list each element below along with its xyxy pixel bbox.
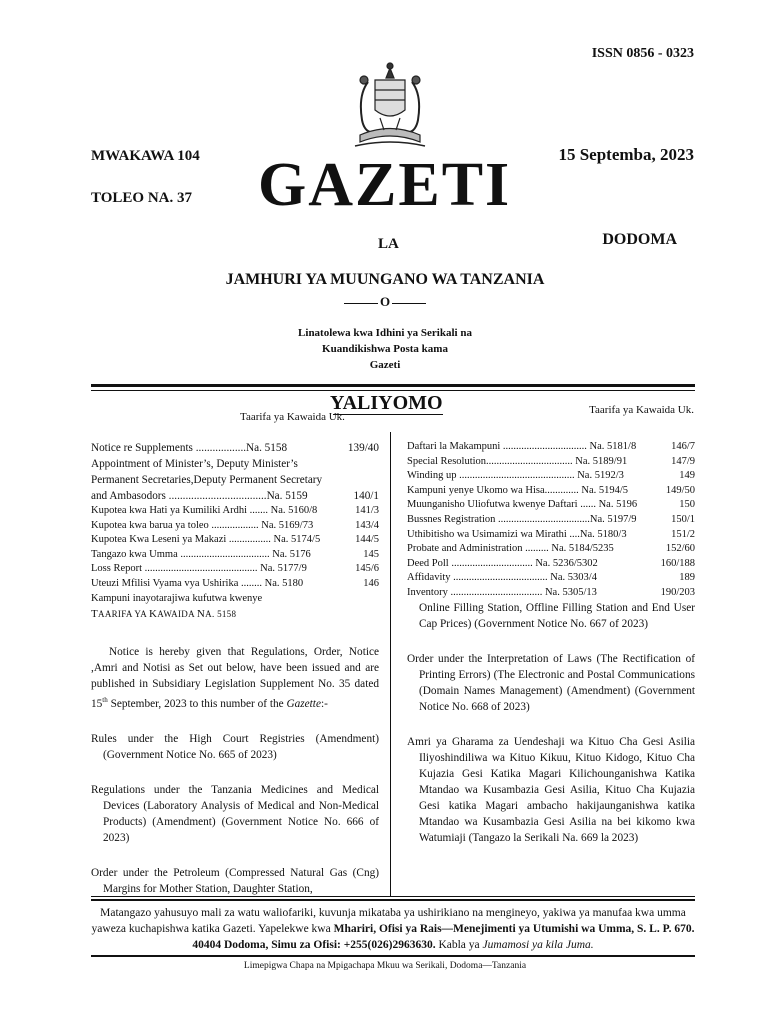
- contents-entry: [91, 504, 379, 519]
- divider: [91, 899, 695, 901]
- city-label: DODOMA: [602, 231, 677, 248]
- contents-entry: [91, 488, 379, 504]
- contents-entry: [407, 557, 695, 572]
- contents-column-header-right: Taarifa ya Kawaida Uk.: [589, 404, 694, 416]
- volume-label: MWAKAWA 104: [91, 148, 200, 164]
- contents-entry-page: 141/3: [355, 505, 379, 516]
- contents-entry-title: Notice re Supplements ..................Na. 5158: [91, 442, 288, 454]
- republic-name: JAMHURI YA MUUNGANO WA TANZANIA: [225, 271, 545, 288]
- heading-underline: [333, 414, 443, 415]
- coat-of-arms-emblem: [340, 60, 440, 152]
- contents-entry-title: Kupotea kwa Hati ya Kumiliki Ardhi ....... Na. 5160/8: [91, 505, 318, 516]
- authority-statement: [0, 325, 770, 373]
- contents-entry: [407, 469, 695, 484]
- contents-entry-page: 149/50: [665, 484, 695, 496]
- separator-glyph: O: [379, 294, 391, 309]
- notice-item: Order under the Petroleum (Compressed Natural Gas (Cng) Margins for Mother Station, Daughter Station,: [91, 866, 379, 895]
- contents-entry-title: Kampuni yenye Ukomo wa Hisa............. Na. 5194/5: [407, 484, 629, 496]
- contents-entry: [407, 440, 695, 455]
- contents-entry-page: 152/60: [665, 543, 695, 555]
- contents-entry-title: and Ambasodors ...................................Na. 5159: [91, 490, 308, 502]
- contents-entry-page: 189: [679, 572, 695, 584]
- contents-entry-title: Loss Report ........................................... Na. 5177/9: [91, 563, 307, 575]
- notice-intro: Notice is hereby given that Regulations, Order, Notice ,Amri and Notisi as Set out below, have been issued and are published in Subsidiary Legislation Supplement No. 35 dated 15th September, 2023 to this number of the Gazette:-: [91, 646, 379, 710]
- contents-entry: [91, 519, 379, 534]
- contents-entry-page: 146/7: [671, 441, 695, 452]
- contents-list-right: [407, 440, 695, 601]
- issue-number: TOLEO NA. 37: [91, 190, 192, 206]
- contents-entry: [407, 484, 695, 499]
- contents-entry-page: 144/5: [355, 534, 379, 546]
- notice-column-right: [407, 600, 695, 865]
- contents-entry: [91, 472, 379, 488]
- authority-line: Gazeti: [369, 359, 401, 371]
- contents-entry-page: 145/6: [355, 563, 379, 575]
- contents-entry-page: [333, 456, 379, 472]
- column-divider: [390, 432, 391, 897]
- notice-item: Order under the Interpretation of Laws (The Rectification of Printing Errors) (The Electronic and Postal Communications (Domain Names Management) (Amendment) (Government Notice No. 668 of 2023): [407, 653, 695, 713]
- contents-entry-title: Probate and Administration ......... Na. 5184/5235: [407, 543, 614, 555]
- divider: [91, 384, 695, 387]
- contents-entry-title: Special Resolution................................. Na. 5189/91: [407, 455, 628, 467]
- footer-notice: Matangazo yahusuyo mali za watu waliofariki, kuvunja mikataba ya ushirikiano na mengineyo, yakiwa ya manufaa kwa umma yaweza kuchapishwa katika Gazeti. Yapelekwe kwa Mhariri, Ofisi ya Rais—Menejimenti ya Utumishi wa Umma, S. L. P. 670. 40404 Dodoma, Simu za Ofisi: +255(026)2963630. Kabla ya Jumamosi ya kila Juma.: [91, 907, 695, 951]
- contents-entry: [91, 440, 379, 456]
- contents-column-header-left: Taarifa ya Kawaida Uk.: [240, 411, 345, 423]
- contents-entry-page: 150/1: [671, 513, 695, 525]
- contents-entry-title: Tangazo kwa Umma .................................. Na. 5176: [91, 548, 311, 560]
- contents-entry-page: 143/4: [355, 519, 379, 531]
- contents-entry: [407, 571, 695, 586]
- contents-entry: [407, 542, 695, 557]
- contents-entry-title: Kupotea kwa barua ya toleo .................. Na. 5169/73: [91, 519, 314, 531]
- contents-entry: [407, 586, 695, 601]
- title-connector: LA: [378, 236, 399, 252]
- contents-entry-title: Inventory ................................... Na. 5305/13: [407, 586, 597, 598]
- contents-list-left: [91, 440, 379, 606]
- contents-entry-page: 139/40: [347, 442, 379, 454]
- contents-entry: [91, 562, 379, 577]
- contents-entry-page: 147/9: [671, 455, 695, 467]
- contents-entry-title: Uteuzi Mfilisi Vyama vya Ushirika ........ Na. 5180: [91, 577, 304, 589]
- contents-entry-title: Winding up ............................................ Na. 5192/3: [407, 470, 624, 482]
- authority-line: Linatolewa kwa Idhini ya Serikali na: [298, 327, 472, 339]
- contents-entry-title: Permanent Secretaries,Deputy Permanent Secretary: [91, 474, 323, 486]
- contents-entry: [407, 513, 695, 528]
- authority-line: Kuandikishwa Posta kama: [322, 343, 448, 355]
- notice-item: Rules under the High Court Registries (Amendment) (Government Notice No. 665 of 2023): [91, 732, 379, 761]
- contents-entry: [91, 533, 379, 548]
- contents-entry: [91, 592, 379, 607]
- contents-entry-title: Daftari la Makampuni ................................ Na. 5181/8: [407, 441, 637, 452]
- contents-entry-page: 150: [679, 499, 695, 511]
- contents-entry: [91, 577, 379, 592]
- contents-entry-title: Appointment of Minister’s, Deputy Minister’s: [91, 458, 298, 470]
- divider: [91, 955, 695, 957]
- divider: [91, 390, 695, 391]
- contents-entry: [407, 455, 695, 470]
- notice-item: Regulations under the Tanzania Medicines and Medical Devices (Laboratory Analysis of Medical and Non-Medical Products) (Amendment) (Government Notice No. 666 of 2023): [91, 783, 379, 844]
- contents-entry: [91, 548, 379, 563]
- contents-entry-title: Kampuni inayotarajiwa kufutwa kwenye: [91, 592, 263, 604]
- contents-entry-page: 151/2: [671, 528, 695, 540]
- issn-number: ISSN 0856 - 0323: [591, 46, 694, 61]
- contents-entry: [407, 498, 695, 513]
- notice-title: TAARIFA YA KAWAIDA NA. 5158: [91, 608, 237, 620]
- contents-entry-title: Deed Poll ............................... Na. 5236/5302: [407, 557, 598, 569]
- notice-item-continued: Online Filling Station, Offline Filling Station and End User Cap Prices) (Government Notice No. 667 of 2023): [419, 602, 695, 630]
- contents-heading: YALIYOMO: [330, 392, 443, 414]
- contents-entry-page: 149: [679, 470, 695, 482]
- contents-entry-title: Uthibitisho wa Usimamizi wa Mirathi ....Na. 5180/3: [407, 528, 627, 540]
- contents-entry-page: 190/203: [660, 586, 695, 598]
- printer-credit: Limepigwa Chapa na Mpigachapa Mkuu wa Serikali, Dodoma—Tanzania: [243, 961, 527, 971]
- contents-entry: [91, 456, 379, 472]
- contents-entry: [407, 528, 695, 543]
- contents-entry-page: [333, 472, 379, 488]
- contents-entry-page: 145: [363, 548, 379, 560]
- gazette-title: GAZETI: [258, 151, 512, 219]
- divider: [91, 896, 695, 897]
- ornament-separator: [0, 294, 770, 310]
- contents-entry-title: Affidavity .................................... Na. 5303/4: [407, 572, 597, 584]
- issue-date: 15 Septemba, 2023: [558, 145, 694, 164]
- contents-entry-title: Muunganisho Uliofutwa kwenye Daftari ...... Na. 5196: [407, 499, 637, 511]
- contents-entry-page: 140/1: [353, 490, 379, 502]
- contents-entry-title: Bussnes Registration ...................................Na. 5197/9: [407, 513, 637, 525]
- contents-entry-title: Kupotea Kwa Leseni ya Makazi ................ Na. 5174/5: [91, 534, 321, 546]
- notice-item: Amri ya Gharama za Uendeshaji wa Kituo Cha Gesi Asilia Iliyoshindiliwa wa Kituo Kikuu, Kituo Kidogo, Kituo Cha Kujazia Gesi Katika Magari Kilichounganishwa Katika Mtandao wa Kusambazia Gesi Asilia, Kituo Cha Kujazia Gesi katika Magari ambacho hakijaunganishwa katika Mtandao wa Kusambazia Gesi Asilia na bei kikomo kwa Watumiaji (Tangazo la Serikali Na. 669 la 2023): [407, 736, 695, 844]
- contents-entry-page: [333, 592, 379, 607]
- contents-entry-page: 146: [363, 577, 379, 589]
- notice-column-left: [91, 606, 379, 916]
- contents-entry-page: 160/188: [660, 557, 695, 569]
